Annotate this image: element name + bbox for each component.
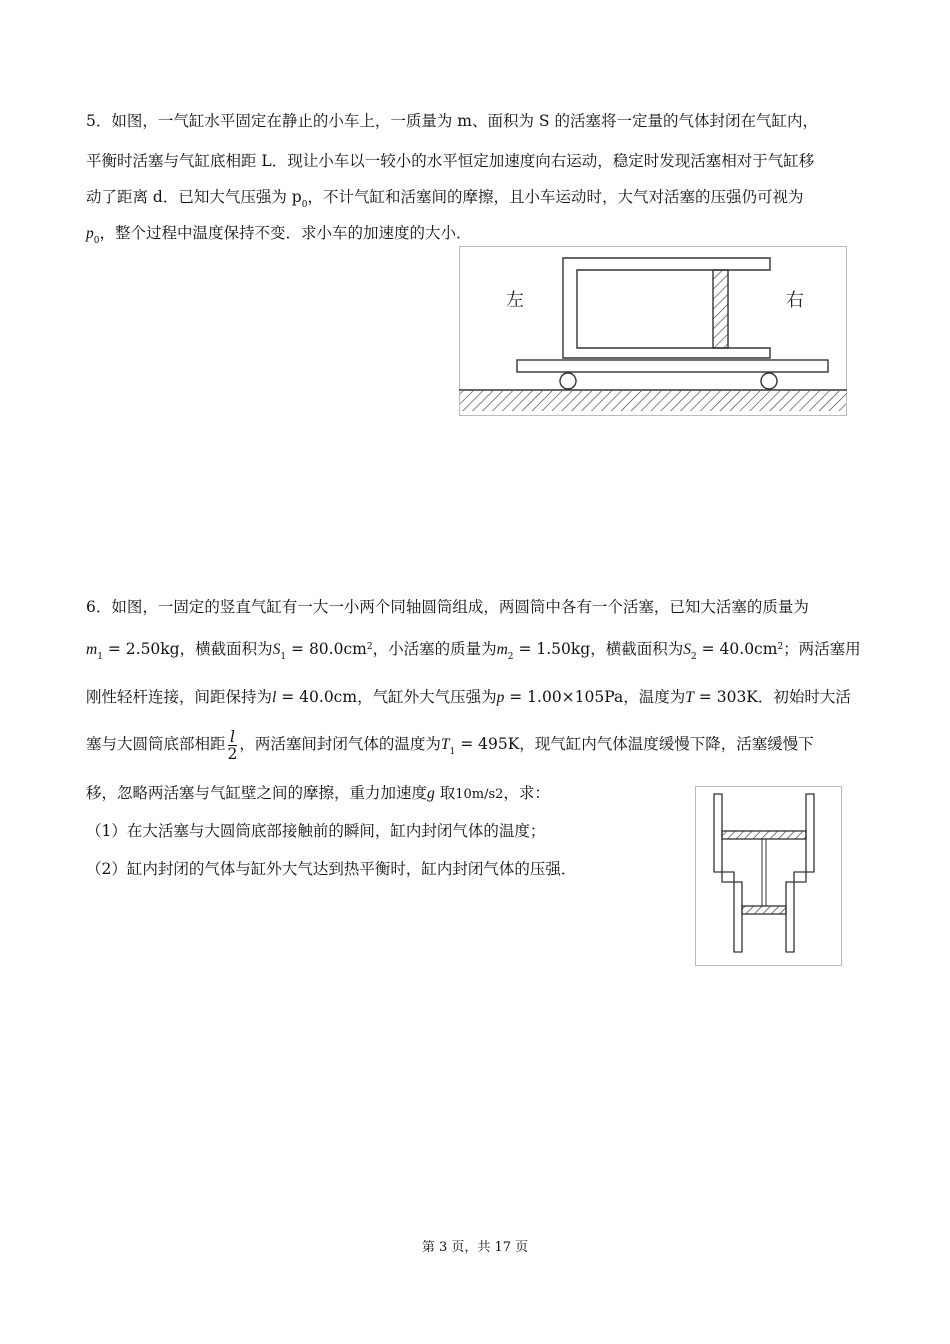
q6-l-val: = 40.0cm: [276, 688, 358, 706]
large-piston: [722, 831, 806, 839]
q6-s2: S: [683, 641, 691, 658]
q6-l5c: ，求：: [503, 784, 550, 802]
q6-m2: m: [496, 641, 508, 658]
q6-line-2: [86, 637, 861, 667]
label-right: 右: [786, 290, 804, 311]
q6-l3c: ，温度为: [623, 688, 686, 706]
q6-t-var: T: [685, 689, 694, 706]
left-wall: [714, 794, 742, 952]
q6-subquestion-2: （2）缸内封闭的气体与缸外大气达到热平衡时，缸内封闭气体的压强．: [86, 860, 577, 878]
q6-s2-val: = 40.0cm: [696, 640, 778, 658]
q6-subquestion-1: （1）在大活塞与大圆筒底部接触前的瞬间，缸内封闭气体的温度；: [86, 822, 546, 840]
q6-t1-sub: 1: [449, 747, 456, 757]
q6-p-var: p: [496, 689, 505, 706]
page-footer: 第 3 页，共 17 页: [421, 1240, 529, 1255]
q6-l4c: ，现气缸内气体温度缓慢下降，活塞缓慢下: [519, 735, 814, 753]
q6-l4b: ，两活塞间封闭气体的温度为: [239, 735, 441, 753]
q6-t1: T: [440, 736, 450, 753]
small-piston: [742, 906, 786, 914]
q5-p-var: p: [86, 225, 94, 242]
q6-s1: S: [272, 641, 281, 658]
vertical-cylinder-diagram: [695, 786, 842, 966]
q6-line-4: [86, 727, 814, 767]
q6-l-var: l: [272, 689, 277, 706]
q6-s1-sub: 1: [280, 652, 287, 662]
q5-p0-sub-2: 0: [93, 236, 100, 246]
q6-p-val: = 1.00×105Pa: [504, 688, 624, 706]
q6-m1-val: = 2.50kg: [102, 640, 180, 658]
q5-line-3-start: 动了距离 d．已知大气压强为 p: [86, 188, 302, 206]
ground-hatch: [460, 391, 846, 411]
cart-cylinder-diagram: [459, 246, 847, 416]
q6-t5: ；两活塞用: [783, 640, 861, 658]
q6-g-val: 10m/s2: [455, 787, 504, 802]
q5-line-2: 平衡时活塞与气缸底相距 L．现让小车以一较小的水平恒定加速度向右运动，稳定时发现活塞相对于气缸移: [86, 152, 815, 170]
q5-line-3: [86, 187, 803, 215]
q6-s1-sup: 2: [366, 642, 373, 652]
q6-m1-sub: 1: [97, 652, 103, 662]
right-wheel: [761, 373, 777, 389]
q6-t-val: = 303K: [693, 688, 758, 706]
q6-fraction: [228, 729, 238, 762]
fraction-denominator: 2: [227, 744, 238, 763]
cylinder-outline: [563, 258, 770, 358]
q5-line-1: 5．如图，一气缸水平固定在静止的小车上，一质量为 m、面积为 S 的活塞将一定量的气体封闭在气缸内，: [86, 112, 818, 130]
q6-m2-sub: 2: [507, 652, 514, 662]
piston: [713, 270, 728, 348]
q6-g-var: g: [427, 785, 435, 802]
q6-line-5: [86, 783, 550, 805]
q5-p0-sub: 0: [301, 200, 308, 210]
q6-s2-sub: 2: [690, 652, 697, 662]
q6-line-1: 6．如图，一固定的竖直气缸有一大一小两个同轴圆筒组成，两圆筒中各有一个活塞，已知大活塞的质量为: [86, 598, 809, 616]
q5-line-4-text: ，整个过程中温度保持不变．求小车的加速度的大小．: [99, 224, 472, 242]
q6-m2-val: = 1.50kg: [513, 640, 591, 658]
q6-t3: ，小活塞的质量为: [372, 640, 497, 658]
label-left: 左: [506, 290, 524, 311]
q6-t1-val: = 495K: [455, 735, 520, 753]
right-wall: [786, 794, 814, 952]
q6-l3d: ．初始时大活: [757, 688, 851, 706]
q5-line-4: [86, 223, 472, 251]
fraction-numerator: l: [228, 729, 238, 746]
q6-l5a: 移，忽略两活塞与气缸壁之间的摩擦，重力加速度: [86, 784, 428, 802]
q6-l4a: 塞与大圆筒底部相距: [86, 735, 226, 753]
q6-figure: [695, 786, 842, 966]
q6-s1-val: = 80.0cm: [286, 640, 367, 658]
q6-line-3: [86, 687, 851, 708]
q5-line-3-mid: ，不计气缸和活塞间的摩擦，且小车运动时，大气对活塞的压强仍可视为: [307, 188, 804, 206]
q6-t2: ，横截面积为: [179, 640, 273, 658]
q6-l3b: ，气缸外大气压强为: [357, 688, 497, 706]
q6-t4: ，横截面积为: [590, 640, 684, 658]
cart-platform: [517, 360, 828, 372]
q6-m1: m: [86, 641, 98, 658]
q5-figure: [459, 246, 847, 416]
q6-l3a: 刚性轻杆连接，间距保持为: [86, 688, 273, 706]
q6-s2-sup: 2: [777, 642, 784, 652]
left-wheel: [560, 373, 576, 389]
q6-l5b: 取: [434, 784, 456, 802]
